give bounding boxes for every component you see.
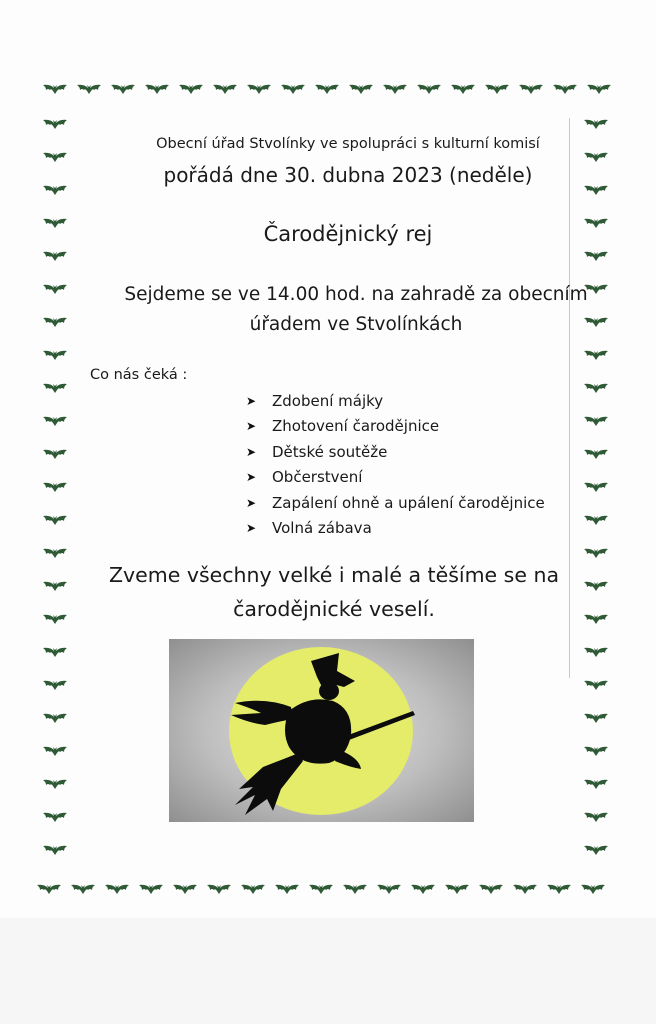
bat-icon <box>178 82 204 96</box>
program-heading: Co nás čeká : <box>90 367 188 383</box>
bat-icon <box>376 882 402 896</box>
program-list <box>246 388 545 541</box>
arrowhead-bullet-icon: ➤ <box>246 495 257 510</box>
bat-icon <box>410 882 436 896</box>
program-item: ➤ Občerstvení <box>246 468 363 487</box>
bat-icon <box>478 882 504 896</box>
bat-icon <box>348 82 374 96</box>
program-item: ➤ Zhotovení čarodějnice <box>246 417 440 436</box>
bat-icon <box>42 447 68 461</box>
bat-icon <box>246 82 272 96</box>
scan-margin-line <box>569 118 570 678</box>
organizer-line: Obecní úřad Stvolínky ve spolupráci s kulturní komisí <box>156 136 540 152</box>
arrowhead-bullet-icon: ➤ <box>246 521 257 536</box>
bat-icon <box>240 882 266 896</box>
bat-icon <box>583 843 609 857</box>
bat-icon <box>42 249 68 263</box>
bat-icon <box>586 82 612 96</box>
bat-icon <box>274 882 300 896</box>
program-item: ➤ Zapálení ohně a upálení čarodějnice <box>246 493 545 512</box>
bat-icon <box>144 82 170 96</box>
meeting-place-line-1: Sejdeme se ve 14.00 hod. na zahradě za obecním <box>124 284 588 305</box>
witch-moon-illustration <box>169 639 474 822</box>
bat-icon <box>552 82 578 96</box>
bat-icon <box>308 882 334 896</box>
bat-icon <box>110 82 136 96</box>
bat-icon <box>42 777 68 791</box>
scan-bottom-strip <box>0 918 656 1024</box>
bat-icon <box>42 810 68 824</box>
arrowhead-bullet-icon: ➤ <box>246 470 257 485</box>
bat-icon <box>212 82 238 96</box>
bat-icon <box>42 513 68 527</box>
bat-icon <box>42 381 68 395</box>
event-date: pořádá dne 30. dubna 2023 (neděle) <box>163 163 533 187</box>
bat-icon <box>583 711 609 725</box>
arrowhead-bullet-icon: ➤ <box>246 419 257 434</box>
bat-icon <box>172 882 198 896</box>
bat-icon <box>42 645 68 659</box>
program-item: ➤ Volná zábava <box>246 519 372 538</box>
bat-icon <box>583 117 609 131</box>
bat-icon <box>583 381 609 395</box>
bat-icon <box>104 882 130 896</box>
bat-icon <box>382 82 408 96</box>
bat-icon <box>42 414 68 428</box>
bat-icon <box>206 882 232 896</box>
bat-icon <box>444 882 470 896</box>
bat-icon <box>70 882 96 896</box>
bat-icon <box>42 546 68 560</box>
bat-icon <box>583 744 609 758</box>
bat-icon <box>42 117 68 131</box>
bat-icon <box>416 82 442 96</box>
bat-icon <box>42 678 68 692</box>
bat-icon <box>342 882 368 896</box>
closing-line-1: Zveme všechny velké i malé a těšíme se na <box>108 563 560 587</box>
bat-icon <box>583 447 609 461</box>
bat-icon <box>583 348 609 362</box>
bat-icon <box>42 843 68 857</box>
bat-icon <box>583 150 609 164</box>
bat-icon <box>583 480 609 494</box>
bat-icon <box>580 882 606 896</box>
arrowhead-bullet-icon: ➤ <box>246 393 257 408</box>
bat-icon <box>518 82 544 96</box>
bat-icon <box>583 645 609 659</box>
bat-icon <box>484 82 510 96</box>
program-item: ➤ Zdobení májky <box>246 391 384 410</box>
closing-line-2: čarodějnické veselí. <box>233 597 435 621</box>
bat-icon <box>583 249 609 263</box>
bat-icon <box>76 82 102 96</box>
bat-icon <box>36 882 62 896</box>
bat-icon <box>314 82 340 96</box>
bat-icon <box>138 882 164 896</box>
bat-icon <box>512 882 538 896</box>
bat-icon <box>42 82 68 96</box>
bat-icon <box>583 513 609 527</box>
bat-icon <box>42 744 68 758</box>
witch-on-broom-icon <box>169 639 474 822</box>
bat-icon <box>42 348 68 362</box>
program-item: ➤ Dětské soutěže <box>246 442 388 461</box>
bat-icon <box>42 480 68 494</box>
bat-icon <box>280 82 306 96</box>
bat-icon <box>546 882 572 896</box>
bat-icon <box>583 777 609 791</box>
bat-icon <box>583 810 609 824</box>
bat-icon <box>583 546 609 560</box>
bat-icon <box>583 414 609 428</box>
bat-icon <box>450 82 476 96</box>
bat-icon <box>42 711 68 725</box>
meeting-place-line-2: úřadem ve Stvolínkách <box>249 314 463 335</box>
arrowhead-bullet-icon: ➤ <box>246 444 257 459</box>
event-title: Čarodějnický rej <box>263 222 433 246</box>
bat-icon <box>583 678 609 692</box>
bat-icon <box>42 150 68 164</box>
